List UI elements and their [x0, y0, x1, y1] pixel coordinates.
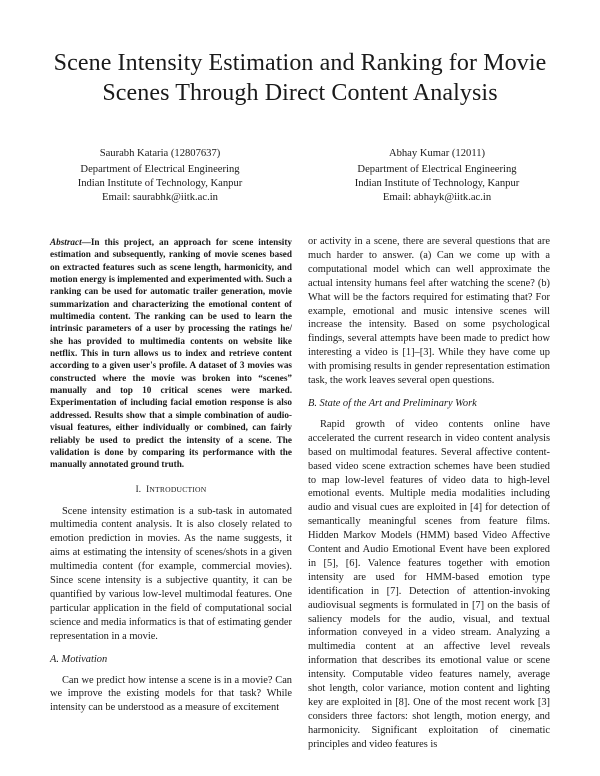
- author-department: Department of Electrical Engineering: [357, 164, 517, 175]
- section-heading-introduction: [50, 483, 292, 496]
- author-block-2: [322, 147, 552, 205]
- author-name: Abhay Kumar (12011): [388, 148, 486, 159]
- motivation-paragraph: Can we predict how intense a scene is in a movie? Can we improve the existing models for that task? While intensity can be understood as a measure of excitement: [50, 674, 292, 714]
- state-of-art-paragraph: Rapid growth of video contents online have accelerated the current research in video content analysis based on multimodal features. Several affective content-based video scene extraction schemes have been studied to map low-level features of video data to high-level emotional events. Multiple media modalities including audio and visual cues are exploited in [4] for detection of semantically meaningful scenes from feature films. Hidden Markov Models (HMM) based Video Affective Content and Audio Emotional Event have been explored in [5], [6]. Valence features together with emotion intensity are used for HMM-based emotion type identification in [7]. Detection of attention-invoking audiovisual segments is formulated in [7] on the basis of saliency models for the audio, visual, and textual information conveyed in a video stream. Analyzing a multimedia content at an affective level reveals information that describes its emotional value or scene intensity. Computable video features namely, average shot length, color variance, motion content and lighting key are exploited in [8]. One of the most recent work [3] considers three factors: shot length, motion energy, and harmonicity. Significant exploitation of cinematic principles and video features is: [308, 418, 550, 750]
- right-column: [308, 235, 550, 752]
- author-email[interactable]: Email: abhayk@iitk.ac.in: [382, 192, 492, 203]
- left-column: [50, 236, 292, 715]
- subsection-heading-state-of-art: B. State of the Art and Preliminary Work: [308, 397, 477, 409]
- title-line-2: Scenes Through Direct Content Analysis: [102, 80, 498, 106]
- section-first-letter: I: [146, 483, 150, 494]
- author-block-1: [45, 147, 275, 205]
- author-department: Department of Electrical Engineering: [80, 164, 240, 175]
- title-line-1: Scene Intensity Estimation and Ranking for Movie: [53, 50, 547, 76]
- intro-paragraph: Scene intensity estimation is a sub-task in automated multimedia content analysis. It is also closely related to emotion prediction in movies. As the name suggests, it aims at estimating the intensity of scenes/shots in a given multimedia content (for example, commercial movies). Since scene intensity is a subjective quantity, it can be quantified by various low-level multimodal features. One particular application in the field of computational social science and media informatics is that of estimating gender representation in a movie.: [50, 505, 292, 642]
- abstract: [50, 236, 292, 471]
- abstract-text: —In this project, an approach for scene intensity estimation and subsequently, ranking of movie scenes based on extracted features such as scene length, harmonicity, and motion energy is implemented and experimented with. Such a ranking can be used for automatic trailer generation, movie summarization and characterizing the emotional content of multimedia content. The ranking can be used to learn the intrinsic parameters of a user by processing the ratings he/ she has provided to multimedia contents on website like netflix. This in turn allows us to index and retrieve content according to a given user's profile. A dataset of 3 movies was constructed where the movie was broken into “scenes” manually and top 10 critical scenes were marked. Experimentation of including facial emotion response is also addressed. Results show that a simple combination of audio-visual features, either individually or combined, can fairly reliably be used to predict the intensity of a scene. The validation is done by comparing its performance with the manually annotated ground truth.: [50, 237, 292, 470]
- paper-title: [40, 48, 560, 108]
- author-institution: Indian Institute of Technology, Kanpur: [77, 178, 243, 189]
- motivation-paragraph-continued: or activity in a scene, there are several questions that are much harder to answer. (a) Can we come up with a computational model which can well approximate the actual intensity humans feel after watching the scene? (b) What will be the factors required for estimating that? For example, emotional and music intensive scenes will increase the intensity. Based on some psychological findings, several attempts have been made to predict how interesting a video is [1]–[3]. While they have come up with promising results in gender representation estimation task, the work leaves several open questions.: [308, 236, 550, 387]
- subsection-heading-motivation: A. Motivation: [50, 653, 108, 665]
- author-name: Saurabh Kataria (12807637): [99, 148, 221, 159]
- section-title-rest: NTRODUCTION: [149, 484, 207, 494]
- abstract-label: Abstract: [50, 237, 82, 247]
- author-institution: Indian Institute of Technology, Kanpur: [354, 178, 520, 189]
- author-email[interactable]: Email: saurabhk@iitk.ac.in: [102, 192, 218, 203]
- section-numeral: I.: [135, 483, 142, 494]
